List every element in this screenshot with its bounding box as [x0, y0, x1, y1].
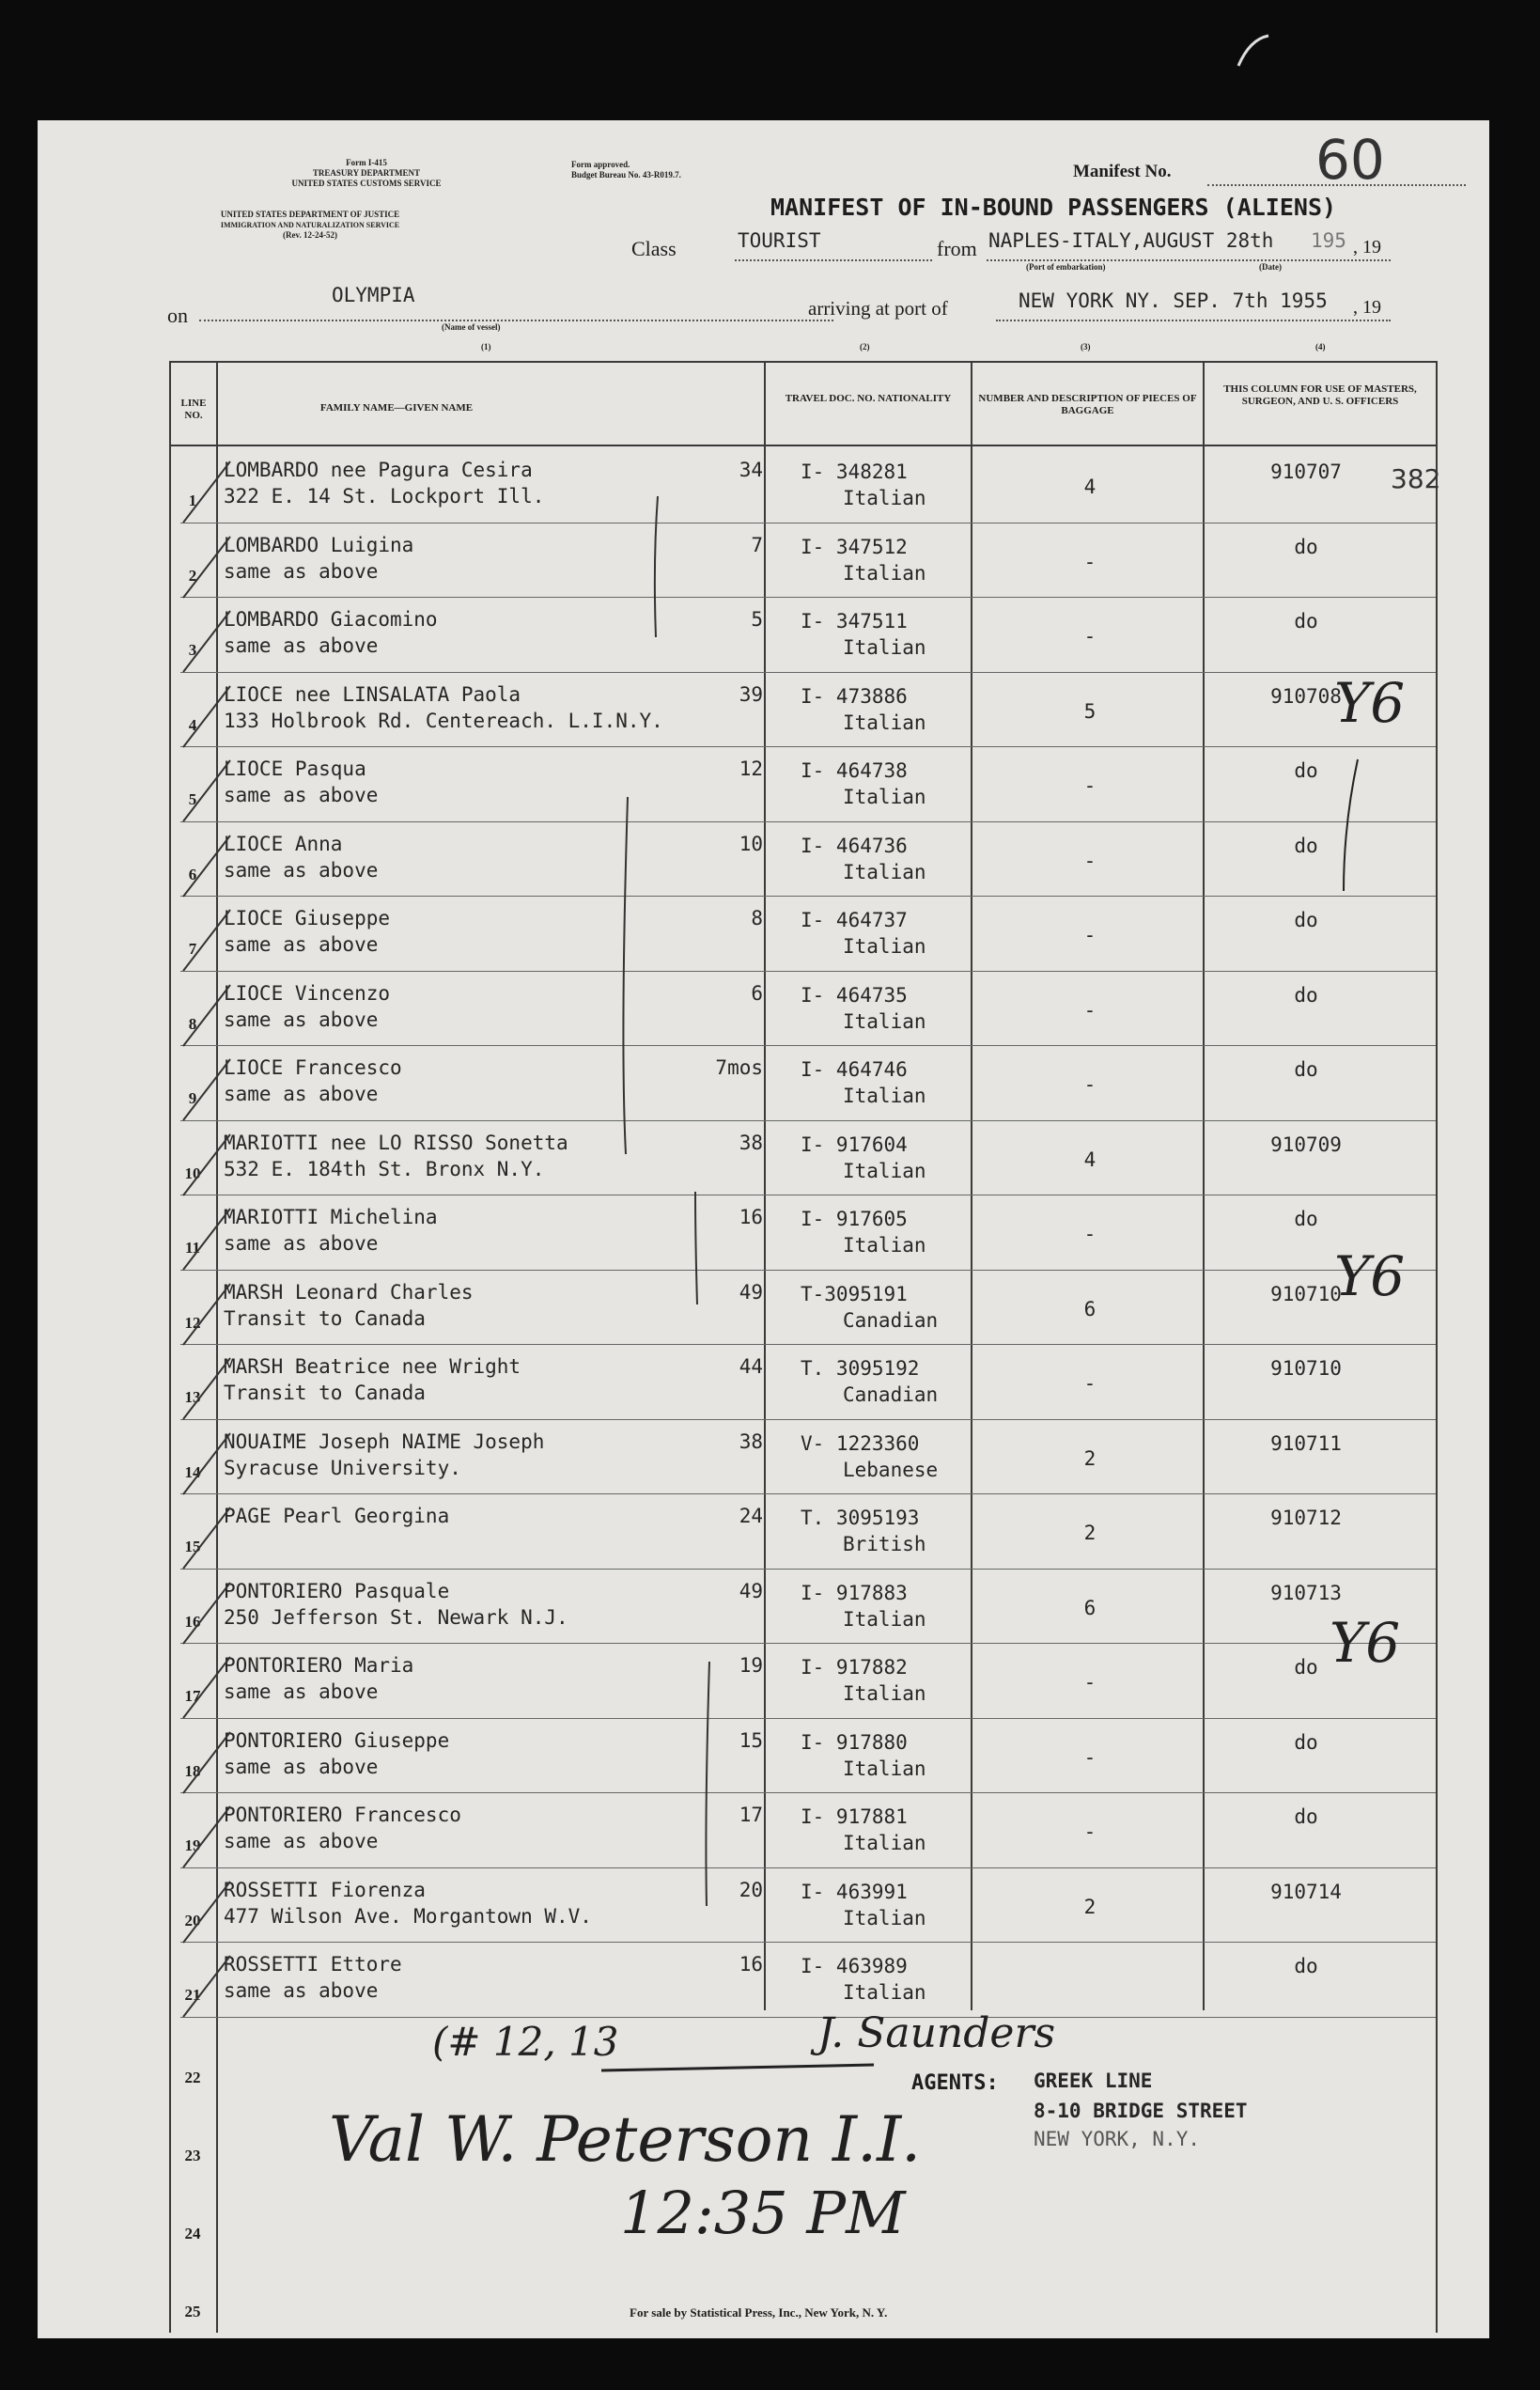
passenger-address: same as above: [224, 1979, 379, 2002]
officer-code: do: [1294, 1208, 1318, 1230]
form-approved: Form approved.: [571, 160, 630, 169]
passenger-age: 39: [739, 682, 763, 706]
year-suffix: , 19: [1353, 237, 1381, 258]
officer-code: 910713: [1270, 1581, 1342, 1604]
footer-printer: For sale by Statistical Press, Inc., New York, N. Y.: [630, 2305, 888, 2320]
passenger-address: same as above: [224, 1755, 379, 1778]
check-tick-mark: [179, 1353, 235, 1424]
travel-doc-number: V- 1223360: [801, 1431, 920, 1455]
passenger-name: MARIOTTI nee LO RISSO Sonetta: [224, 1131, 568, 1154]
travel-doc-number: I- 347512: [801, 535, 908, 558]
officer-code: 910708: [1270, 684, 1342, 708]
arriving-label: arriving at port of: [808, 297, 948, 320]
travel-doc-number: I- 464746: [801, 1058, 908, 1081]
passenger-name: MARSH Beatrice nee Wright: [224, 1355, 521, 1378]
officer-code: 910711: [1270, 1431, 1342, 1455]
check-tick-mark: [179, 532, 235, 602]
vessel-note: (Name of vessel): [442, 322, 501, 332]
nationality: Italian: [843, 711, 926, 734]
officer-code: 910712: [1270, 1507, 1342, 1529]
row-divider: [180, 1419, 1436, 1420]
header-line-no: LINE NO.: [180, 398, 207, 421]
on-label: on: [167, 304, 188, 327]
row-divider: [180, 971, 1436, 972]
passenger-name: MARIOTTI Michelina: [224, 1206, 438, 1228]
nationality: Italian: [843, 1832, 926, 1854]
date-note: (Date): [1259, 262, 1282, 272]
passenger-age: 19: [739, 1654, 763, 1677]
row-divider: [180, 1718, 1436, 1719]
agents-line-3: NEW YORK, N.Y.: [1034, 2128, 1201, 2150]
line-number: 16: [184, 1612, 201, 1631]
passenger-address: Syracuse University.: [224, 1456, 461, 1479]
passenger-address: same as above: [224, 559, 379, 583]
officer-code: do: [1294, 909, 1318, 931]
baggage-count: 4: [1083, 1148, 1097, 1171]
from-year: 195: [1311, 229, 1346, 252]
check-tick-mark: [179, 905, 235, 976]
agents-line-1: GREEK LINE: [1034, 2070, 1153, 2092]
line-number: 7: [188, 940, 197, 958]
line-number: 23: [184, 2146, 201, 2164]
check-tick-mark: [179, 1054, 235, 1125]
line-number: 3: [188, 641, 197, 659]
line-number: 21: [184, 1986, 201, 2004]
travel-doc-number: I- 463989: [801, 1955, 908, 1977]
travel-doc-number: I- 917882: [801, 1656, 908, 1679]
baggage-count: -: [1083, 550, 1097, 573]
handwritten-y6-marks: [1315, 675, 1447, 1709]
row-divider: [180, 1942, 1436, 1943]
passenger-name: MARSH Leonard Charles: [224, 1280, 474, 1304]
passenger-address: 532 E. 184th St. Bronx N.Y.: [224, 1157, 545, 1180]
passenger-age: 16: [739, 1953, 763, 1976]
manifest-number: 60: [1315, 128, 1385, 192]
svg-text:Y6: Y6: [1334, 675, 1406, 735]
line-number: 20: [184, 1911, 201, 1929]
baggage-count: -: [1083, 849, 1097, 872]
line-number: 14: [184, 1462, 201, 1481]
handwritten-time: 12:35 PM: [620, 2179, 906, 2247]
passenger-age: 16: [739, 1206, 763, 1228]
agents-label: AGENTS:: [911, 2071, 999, 2095]
nationality: Canadian: [843, 1383, 939, 1406]
row-divider: [180, 1867, 1436, 1868]
baggage-count: -: [1083, 1820, 1097, 1843]
row-divider: [180, 1643, 1436, 1644]
passenger-age: 34: [739, 459, 763, 481]
col-note-2: (2): [860, 342, 870, 351]
baggage-count: 4: [1083, 476, 1097, 498]
line-number: 17: [184, 1687, 201, 1705]
nationality: Italian: [843, 1009, 926, 1033]
nationality: Italian: [843, 786, 926, 808]
check-tick-mark: [179, 980, 235, 1051]
passenger-name: LIOCE Pasqua: [224, 758, 366, 780]
passenger-address: same as above: [224, 858, 379, 882]
officer-code: do: [1294, 1805, 1318, 1828]
baggage-count: -: [1083, 998, 1097, 1022]
passenger-name: NOUAIME Joseph NAIME Joseph: [224, 1429, 545, 1453]
passenger-address: same as above: [224, 784, 379, 806]
col-note-1: (1): [481, 342, 491, 351]
line-number: 22: [184, 2068, 201, 2086]
line-number: 19: [184, 1836, 201, 1854]
nationality: Italian: [843, 1607, 926, 1631]
check-tick-mark: [179, 1877, 235, 1947]
baggage-count: -: [1083, 774, 1097, 797]
check-tick-mark: [179, 1652, 235, 1723]
travel-doc-number: T-3095191: [801, 1282, 908, 1305]
passenger-address: same as above: [224, 1008, 379, 1031]
baggage-count: -: [1083, 625, 1097, 648]
officer-code: 910709: [1270, 1133, 1342, 1156]
approval-block: [571, 160, 681, 180]
agent-signature: J. Saunders: [817, 2009, 1056, 2057]
line-number: 11: [184, 1239, 201, 1257]
check-tick-mark: [179, 1503, 235, 1573]
passenger-age: 38: [739, 1131, 763, 1154]
passenger-age: 49: [739, 1579, 763, 1602]
passenger-name: LOMBARDO Giacomino: [224, 608, 438, 631]
header-travel-doc: TRAVEL DOC. NO. NATIONALITY: [785, 393, 952, 404]
passenger-age: 24: [739, 1505, 763, 1527]
line-number: 12: [184, 1313, 201, 1332]
passenger-age: 17: [739, 1804, 763, 1826]
passenger-name: PONTORIERO Giuseppe: [224, 1728, 450, 1752]
passenger-age: 7mos: [715, 1056, 763, 1079]
row-divider: [180, 1270, 1436, 1271]
baggage-count: -: [1083, 1073, 1097, 1096]
line-number: 24: [184, 2224, 201, 2242]
passenger-address: same as above: [224, 1083, 379, 1105]
nationality: Italian: [843, 1906, 926, 1929]
passenger-name: LIOCE Anna: [224, 832, 343, 855]
passenger-age: 12: [739, 758, 763, 780]
header-officers: THIS COLUMN FOR USE OF MASTERS, SURGEON, AND U. S. OFFICERS: [1223, 383, 1417, 407]
row-divider: [180, 1344, 1436, 1345]
row-divider: [180, 746, 1436, 747]
baggage-count: -: [1083, 1223, 1097, 1245]
from-label: from: [937, 237, 977, 260]
passenger-name: PAGE Pearl Georgina: [224, 1505, 450, 1527]
passenger-address: Transit to Canada: [224, 1306, 426, 1330]
baggage-count: 2: [1083, 1446, 1097, 1470]
baggage-count: 5: [1083, 699, 1097, 723]
officer-code: do: [1294, 983, 1318, 1007]
form-number: Form I-415: [346, 158, 387, 167]
justice-dept: UNITED STATES DEPARTMENT OF JUSTICE: [220, 210, 400, 219]
officer-code: do: [1294, 759, 1318, 782]
line-number: 13: [184, 1388, 201, 1406]
nationality: Italian: [843, 1757, 926, 1780]
class-label: Class: [631, 237, 677, 260]
check-tick-mark: [179, 1727, 235, 1798]
travel-doc-number: I- 917880: [801, 1730, 908, 1754]
line-number: 8: [188, 1014, 197, 1033]
passenger-address: same as above: [224, 634, 379, 657]
officer-code: 910707: [1270, 461, 1342, 483]
vessel-name: OLYMPIA: [332, 284, 415, 306]
passenger-name: LIOCE nee LINSALATA Paola: [224, 682, 521, 706]
manifest-no-label: Manifest No.: [1073, 162, 1172, 181]
travel-doc-number: I- 348281: [801, 461, 908, 483]
check-tick-mark: [179, 1279, 235, 1350]
nationality: Italian: [843, 1234, 926, 1257]
check-tick-mark: [179, 457, 235, 527]
passenger-name: PONTORIERO Maria: [224, 1654, 414, 1677]
passenger-address: same as above: [224, 1232, 379, 1255]
check-tick-mark: [179, 1429, 235, 1499]
passenger-name: ROSSETTI Ettore: [224, 1953, 402, 1976]
row-divider: [180, 1493, 1436, 1494]
budget-bureau: Budget Bureau No. 43-R019.7.: [571, 170, 681, 180]
officer-code: do: [1294, 535, 1318, 558]
nationality: Italian: [843, 1682, 926, 1705]
passenger-address: same as above: [224, 1830, 379, 1852]
passenger-age: 20: [739, 1878, 763, 1901]
check-tick-mark: [179, 1578, 235, 1648]
row-divider: [180, 821, 1436, 822]
row-divider: [180, 1792, 1436, 1793]
line-number: 9: [188, 1089, 197, 1107]
passenger-address: 250 Jefferson St. Newark N.J.: [224, 1605, 568, 1629]
passenger-name: LIOCE Vincenzo: [224, 981, 391, 1005]
row-divider: [180, 2017, 1436, 2018]
svg-text:Y6: Y6: [1330, 1611, 1401, 1675]
nationality: Italian: [843, 1159, 926, 1182]
ins-service: IMMIGRATION AND NATURALIZATION SERVICE: [220, 221, 400, 229]
line-number: 5: [188, 790, 197, 808]
officer-code: do: [1294, 1955, 1318, 1977]
nationality: Italian: [843, 1085, 926, 1107]
nationality: Italian: [843, 1981, 926, 2004]
check-tick-mark: [179, 1802, 235, 1872]
officer-code: 910710: [1270, 1357, 1342, 1380]
travel-doc-number: I- 473886: [801, 684, 908, 708]
treasury-dept: TREASURY DEPARTMENT: [312, 168, 421, 178]
travel-doc-number: I- 917881: [801, 1805, 908, 1828]
passenger-name: LIOCE Giuseppe: [224, 907, 391, 929]
officer-code: do: [1294, 1730, 1318, 1754]
line-number: 6: [188, 865, 197, 883]
arrival-year-suffix: , 19: [1353, 297, 1381, 318]
line-number: 1: [188, 492, 197, 509]
customs-service: UNITED STATES CUSTOMS SERVICE: [291, 179, 442, 188]
side-note: 382: [1391, 463, 1441, 494]
check-tick-mark: [179, 681, 235, 752]
travel-doc-number: T. 3095192: [801, 1357, 920, 1380]
row-divider: [180, 672, 1436, 673]
baggage-count: -: [1083, 1671, 1097, 1694]
travel-doc-number: I- 347511: [801, 610, 908, 633]
line-number: 15: [184, 1538, 201, 1555]
baggage-count: -: [1083, 1745, 1097, 1769]
travel-doc-number: I- 464736: [801, 834, 908, 857]
row-divider: [180, 1120, 1436, 1121]
class-value: TOURIST: [738, 229, 821, 252]
travel-doc-number: I- 464737: [801, 909, 908, 931]
svg-text:Y6: Y6: [1334, 1244, 1406, 1308]
passenger-age: 44: [739, 1355, 763, 1378]
officer-code: 910710: [1270, 1282, 1342, 1305]
travel-doc-number: T. 3095193: [801, 1507, 920, 1529]
officer-code: do: [1294, 834, 1318, 857]
nationality: Italian: [843, 561, 926, 585]
passenger-address: Transit to Canada: [224, 1382, 426, 1404]
baggage-count: -: [1083, 1372, 1097, 1395]
passenger-address: 322 E. 14 St. Lockport Ill.: [224, 485, 545, 508]
nationality: Canadian: [843, 1308, 939, 1332]
nationality: Italian: [843, 636, 926, 659]
passenger-name: LIOCE Francesco: [224, 1056, 402, 1079]
baggage-count: 6: [1083, 1297, 1097, 1320]
travel-doc-number: I- 917605: [801, 1208, 908, 1230]
passenger-name: ROSSETTI Fiorenza: [224, 1878, 426, 1901]
officer-code: do: [1294, 610, 1318, 633]
port-embark-note: (Port of embarkation): [1026, 262, 1106, 272]
baggage-count: 2: [1083, 1522, 1097, 1544]
nationality: Italian: [843, 860, 926, 883]
passenger-age: 15: [739, 1728, 763, 1752]
arrival-value: NEW YORK NY. SEP. 7th 1955: [1019, 289, 1328, 312]
baggage-count: 6: [1083, 1596, 1097, 1619]
check-tick-mark: [179, 831, 235, 901]
line-number: 18: [184, 1761, 201, 1780]
pen-mark: [1231, 28, 1278, 75]
nationality: Italian: [843, 935, 926, 958]
check-tick-mark: [179, 1951, 235, 2022]
officer-code: 910714: [1270, 1880, 1342, 1903]
passenger-address: same as above: [224, 1680, 379, 1703]
form-revision: (Rev. 12-24-52): [283, 230, 337, 240]
check-tick-mark: [179, 606, 235, 677]
travel-doc-number: I- 464735: [801, 983, 908, 1007]
passenger-address: same as above: [224, 933, 379, 956]
passenger-age: 6: [751, 981, 763, 1005]
passenger-address: 133 Holbrook Rd. Centereach. L.I.N.Y.: [224, 709, 663, 732]
line-number: 10: [184, 1164, 201, 1182]
bracket-lines: [601, 496, 752, 2150]
line-number: 4: [188, 715, 197, 734]
baggage-count: -: [1083, 924, 1097, 946]
check-tick-mark: [179, 756, 235, 826]
travel-doc-number: I- 917604: [801, 1133, 908, 1156]
row-divider: [180, 597, 1436, 598]
passenger-name: PONTORIERO Francesco: [224, 1804, 461, 1826]
passenger-age: 10: [739, 832, 763, 855]
travel-doc-number: I- 463991: [801, 1880, 908, 1903]
col-note-3: (3): [1081, 342, 1091, 351]
manifest-sheet: [38, 120, 1489, 2338]
passenger-age: 7: [751, 533, 763, 556]
from-value: NAPLES-ITALY,AUGUST 28th: [988, 229, 1274, 252]
passenger-age: 8: [751, 907, 763, 929]
officer-code: do: [1294, 1656, 1318, 1679]
passenger-age: 38: [739, 1429, 763, 1453]
travel-doc-number: I- 464738: [801, 759, 908, 782]
passenger-age: 5: [751, 608, 763, 631]
passenger-address: 477 Wilson Ave. Morgantown W.V.: [224, 1904, 592, 1928]
form-origin-block: [244, 158, 489, 189]
col-note-4: (4): [1315, 342, 1326, 351]
row-divider: [180, 1045, 1436, 1046]
row-divider: [180, 1569, 1436, 1570]
baggage-count: 2: [1083, 1895, 1097, 1918]
line-number: 2: [188, 566, 197, 585]
agents-line-2: 8-10 BRIDGE STREET: [1034, 2100, 1248, 2122]
manifest-title: MANIFEST OF IN-BOUND PASSENGERS (ALIENS): [770, 194, 1337, 221]
line-number: 25: [184, 2303, 201, 2320]
header-baggage: NUMBER AND DESCRIPTION OF PIECES OF BAGGAGE: [978, 393, 1197, 416]
check-tick-mark: [179, 1130, 235, 1200]
nationality: British: [843, 1533, 926, 1555]
officer-code: do: [1294, 1058, 1318, 1081]
passenger-name: LOMBARDO Luigina: [224, 533, 414, 556]
nationality: Italian: [843, 487, 926, 509]
nationality: Lebanese: [843, 1458, 939, 1481]
handwritten-ref: (# 12, 13: [432, 2019, 619, 2065]
header-name: FAMILY NAME—GIVEN NAME: [319, 402, 474, 414]
row-divider: [180, 896, 1436, 897]
passenger-name: PONTORIERO Pasquale: [224, 1579, 450, 1602]
officer-signature: Val W. Peterson I.I.: [329, 2103, 922, 2176]
justice-block: [169, 210, 451, 241]
passenger-name: LOMBARDO nee Pagura Cesira: [224, 459, 533, 481]
check-tick-mark: [179, 1204, 235, 1274]
passenger-age: 49: [739, 1280, 763, 1304]
travel-doc-number: I- 917883: [801, 1581, 908, 1604]
